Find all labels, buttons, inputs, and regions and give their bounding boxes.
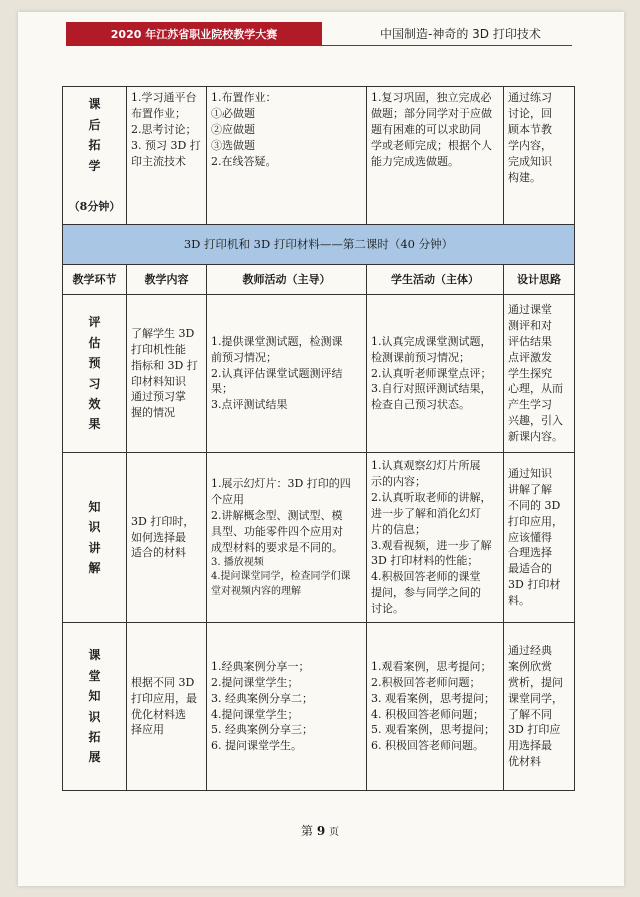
teacher-cell: 1.经典案例分享一； 2.提问课堂学生； 3. 经典案例分享二； 4.提问课堂学生； 5. 经典案例分享三； 6. 提问课堂学生。: [207, 623, 367, 791]
header-row: [63, 265, 575, 295]
teacher-cell: 1.展示幻灯片：3D 打印的四 个应用 2.讲解概念型、测试型、模 具型、功能零件四个应用对 成型材料的要求是不同的。 3. 播放视频 4.提问课堂同学，检查同学们课 堂对视频内容的理解: [207, 453, 367, 623]
page-number: 第 9 页: [300, 824, 340, 838]
teacher-cell: 1.提供课堂测试题，检测课 前预习情况； 2.认真评估课堂试题测评结 果； 3.点评测试结果: [207, 295, 367, 453]
table-row: [63, 453, 575, 623]
column-header: 学生活动（主体）: [367, 265, 504, 295]
header-competition-title: 2020 年江苏省职业院校教学大赛: [66, 22, 322, 46]
segment-cell: 课 堂 知 识 拓 展: [63, 623, 127, 791]
table-row: [63, 623, 575, 791]
design-cell: 通过课堂 测评和对 评估结果 点评激发 学生探究 心理，从而 产生学习 兴趣，引入 新课内容。: [504, 295, 575, 453]
header-divider: [322, 45, 572, 46]
table-row: [63, 87, 575, 225]
segment-cell: 知 识 讲 解: [63, 453, 127, 623]
content-cell: 1.学习通平台 布置作业； 2.思考讨论； 3. 预习 3D 打 印主流技术: [127, 87, 207, 225]
column-header: 教学环节: [63, 265, 127, 295]
student-cell: 1.复习巩固，独立完成必 做题；部分同学对于应做 题有困难的可以求助同 学或老师完成；根据个人 能力完成选做题。: [367, 87, 504, 225]
design-cell: 通过知识 讲解了解 不同的 3D 打印应用， 应该懂得 合理选择 最适合的 3D 打印材 料。: [504, 453, 575, 623]
column-header: 设计思路: [504, 265, 575, 295]
lesson-plan-table: [62, 86, 575, 791]
design-cell: 通过练习 讨论，回 顾本节教 学内容， 完成知识 构建。: [504, 87, 575, 225]
content-cell: 3D 打印时， 如何选择最 适合的材料: [127, 453, 207, 623]
student-cell: 1.认真观察幻灯片所展 示的内容； 2.认真听取老师的讲解， 进一步了解和消化幻灯 片的信息； 3.观看视频，进一步了解 3D 打印材料的性能； 4.积极回答老师的课堂 提问，参与同学之间的 讨论。: [367, 453, 504, 623]
section-title: 3D 打印机和 3D 打印材料——第二课时（40 分钟）: [63, 225, 575, 265]
segment-cell: 评 估 预 习 效 果: [63, 295, 127, 453]
content-cell: 了解学生 3D 打印机性能 指标和 3D 打 印材料知识 通过预习掌 握的情况: [127, 295, 207, 453]
student-cell: 1.观看案例，思考提问； 2.积极回答老师问题； 3. 观看案例，思考提问； 4. 积极回答老师问题； 5. 观看案例，思考提问； 6. 积极回答老师问题。: [367, 623, 504, 791]
column-header: 教师活动（主导）: [207, 265, 367, 295]
column-header: 教学内容: [127, 265, 207, 295]
segment-cell: 课 后 拓 学 （8分钟）: [63, 87, 127, 225]
table-row: [63, 295, 575, 453]
teacher-cell: 1.布置作业： ①必做题 ②应做题 ③选做题 2.在线答疑。: [207, 87, 367, 225]
content-cell: 根据不同 3D 打印应用，最 优化材料选 择应用: [127, 623, 207, 791]
header-course-title: 中国制造-神奇的 3D 打印技术: [380, 27, 541, 41]
student-cell: 1.认真完成课堂测试题， 检测课前预习情况； 2.认真听老师课堂点评； 3.自行对照评测试结果， 检查自己预习状态。: [367, 295, 504, 453]
section-title-row: [63, 225, 575, 265]
design-cell: 通过经典 案例欣赏 赏析，提问 课堂同学， 了解不同 3D 打印应 用选择最 优材料: [504, 623, 575, 791]
